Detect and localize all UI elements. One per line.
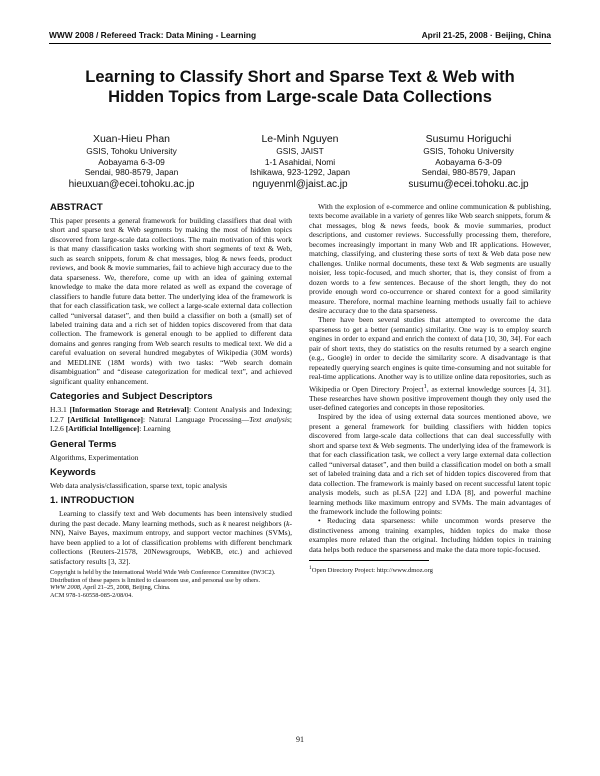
paragraph-3: Inspired by the idea of using external data sources mentioned above, we present a general framework for building classifiers with hidden topics discovered from large-scale data collections that can deal successfully with short and sparse text & Web segments. The underlying idea of the framework is that for each classification task, we collect a very large external data collection called “universal dataset”, and then build a classification model on both a small set of labeled training data and a rich set of hidden topics discovered from that data collection. The framework is mainly based on recent successful latent topic analysis models, such as pLSA [22] and LDA [8], and powerful machine learning methods like maximum entropy and SVMs. The main advantages of the framework include the following points: <box>309 412 551 517</box>
paper-title <box>40 67 560 107</box>
conference-line: WWW 2008, April 21–25, 2008, Beijing, China. <box>50 584 171 592</box>
running-header-left: WWW 2008 / Refereed Track: Data Mining - Learning <box>49 30 257 40</box>
author-email: nguyenml@jaist.ac.jp <box>252 178 348 190</box>
abstract-heading: ABSTRACT <box>50 202 103 213</box>
copyright-notice <box>50 569 292 599</box>
left-column <box>50 202 292 600</box>
author-block <box>49 133 551 191</box>
categories-text: H.3.1 [Information Storage and Retrieval]: Content Analysis and Indexing; I.2.7 [Artificial Intelligence]: Natural Language Processing—Text analysis; I.2.6 [Artificial Intelligence]: Learning <box>50 405 292 434</box>
header-rule <box>49 43 551 44</box>
author-name: Susumu Horiguchi <box>425 133 512 145</box>
author-address: Aobayama 6-3-09 <box>435 156 502 167</box>
author-affiliation: GSIS, Tohoku University <box>423 146 514 156</box>
bullet-reducing-sparseness: • Reducing data sparseness: while uncommon words preserve the distinctiveness among training examples, hidden topics do make those examples more related than the original. Including hidden topics in training data helps both reduce the sparseness and make the data more topic-focused. <box>309 516 551 554</box>
categories-heading: Categories and Subject Descriptors <box>50 391 213 403</box>
introduction-text: Learning to classify text and Web documents has been intensively studied during the past decade. Many learning methods, such as k nearest neighbors (k-NN), Naive Bayes, maximum entropy, and support vector machines (SVMs), have been applied to a lot of classification problems with different benchmark collections (Reuters-21578, 20Newsgroups, WebKB, etc.) and achieved satisfactory results [3, 32]. <box>50 509 292 566</box>
general-terms-heading: General Terms <box>50 438 117 450</box>
author-city: Ishikawa, 923-1292, Japan <box>249 167 351 178</box>
footnote: $^1$Open Directory Project: http://www.dmoz.org <box>309 560 429 575</box>
title-line-1: Learning to Classify Short and Sparse Text & Web with <box>85 68 515 86</box>
keywords-heading: Keywords <box>50 466 96 478</box>
author-address: Aobayama 6-3-09 <box>98 156 165 167</box>
introduction-heading: 1. INTRODUCTION <box>50 495 135 507</box>
author-name: Le-Minh Nguyen <box>261 133 339 145</box>
author-affiliation: GSIS, JAIST <box>276 146 324 156</box>
right-column <box>309 202 551 575</box>
author-email: susumu@ecei.tohoku.ac.jp <box>408 178 529 190</box>
keywords-text: Web data analysis/classification, sparse text, topic analysis <box>50 480 228 490</box>
author-city: Sendai, 980-8579, Japan <box>421 167 516 178</box>
author-2 <box>218 133 383 191</box>
author-1 <box>49 133 214 191</box>
author-affiliation: GSIS, Tohoku University <box>86 146 177 156</box>
title-line-2: Hidden Topics from Large-scale Data Collections <box>108 88 492 106</box>
author-city: Sendai, 980-8579, Japan <box>84 167 179 178</box>
page-number: 91 <box>296 735 304 744</box>
author-name: Xuan-Hieu Phan <box>92 133 171 145</box>
paragraph-2: There have been several studies that attempted to overcome the data sparseness to get a better (semantic) similarity. One way is to employ search engines in order to expand and enrich the context of data [10, 30, 34]. For each pair of short texts, they do statistics on the results returned by a search engine (e.g., Google) in order to decide the similarity score. A disadvantage is that repeatedly querying search engines is quite time-consuming and not suitable for real-time applications. Another way is to utilize online data repositories, such as Wikipedia or Open Directory Project$^1$, as external knowledge sources [4, 31]. These researches have shown positive improvement though they only used the user-defined categories and concepts in those repositories. <box>309 315 551 413</box>
author-address: 1-1 Asahidai, Nomi <box>264 156 336 167</box>
abstract-text: This paper presents a general framework for building classifiers that deal with short and sparse text & Web segments by making the most of hidden topics discovered from large-scale data collections. The main motivation of this work is that many classification tasks working with short segments of text & Web, such as search snippets, forum & chat messages, blog & news feeds, product reviews, and book & movie summaries, fail to achieve high accuracy due to the data sparseness. We, therefore, come up with an idea of gaining external knowledge to make the data more related as well as expand the coverage of classifiers to handle future data better. The underlying idea of the framework is that for each classification task, we collect a large-scale external data collection called “universal dataset”, and then build a classifier on both a (small) set of labeled training data and a rich set of hidden topics discovered from that data collection. The framework is general enough to be applied to different data domains and genres ranging from Web search results to medical text. We did a careful evaluation on several hundred megabytes of Wikipedia (30M words) and MEDLINE (18M words) with two tasks: “Web search domain disambiguation” and “disease categorization for medical text”, and achieved significant quality enhancement. <box>50 216 292 386</box>
general-terms-text: Algorithms, Experimentation <box>50 452 139 462</box>
copyright-text: Copyright is held by the International World Wide Web Conference Committee (IW3C2). Distribution of these papers is limited to classroom use, and personal use by others. <box>50 569 276 584</box>
running-header-right: April 21-25, 2008 · Beijing, China <box>421 30 551 40</box>
acm-isbn: ACM 978-1-60558-085-2/08/04. <box>50 591 133 599</box>
author-email: hieuxuan@ecei.tohoku.ac.jp <box>68 178 195 190</box>
paragraph-1: With the explosion of e-commerce and online communication & publishing, texts become available in a variety of genres like Web search snippets, forum & chat messages, blog & news feeds, book & movie summaries, product descriptions, and customer reviews. Successfully processing them, therefore, becomes increasingly important in many Web and IR applications. However, matching, classifying, and clustering these sorts of text & Web data pose new challenges. Unlike normal documents, these text & Web segments are usually noisier, less topic-focused, and much shorter, that is, they consist of from a dozen words to a few sentences. Because of the short length, they do not provide enough word co-occurrence or shared context for a good similarity measure. Therefore, normal machine learning methods usually fail to achieve desire accuracy due to the data sparseness. <box>309 202 551 315</box>
author-3 <box>386 133 551 191</box>
